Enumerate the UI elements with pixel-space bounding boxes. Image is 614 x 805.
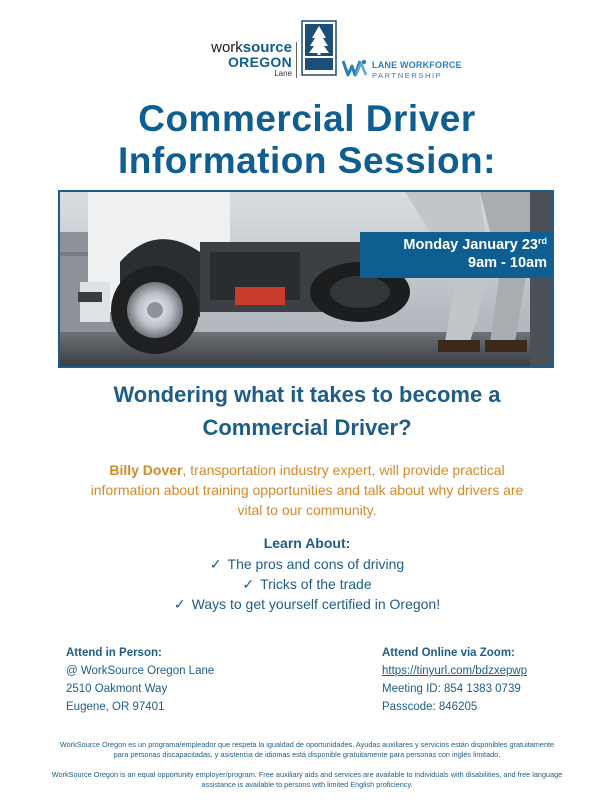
- footer-spanish-line-2: para personas discapacitadas, y asistencia de idiomas está disponible gratuitamente para personas con inglés limitado.: [113, 749, 501, 759]
- list-item: [0, 554, 614, 574]
- page-title: [0, 98, 614, 182]
- title-line-1: Commercial Driver: [138, 98, 476, 139]
- event-date-suffix: rd: [538, 236, 547, 246]
- check-icon: ✓: [209, 556, 222, 572]
- lwp-line2: PARTNERSHIP: [372, 71, 443, 80]
- subheading-line-1: Wondering what it takes to become a: [113, 382, 501, 407]
- attend-in-person-block: [66, 644, 296, 716]
- description-line-3: vital to our community.: [237, 502, 377, 518]
- learn-about-heading: Learn About:: [263, 535, 351, 551]
- speaker-name: Billy Dover: [109, 462, 183, 478]
- passcode: Passcode: 846205: [382, 701, 478, 713]
- event-description: [50, 460, 564, 520]
- logo-source-text: source: [242, 39, 292, 56]
- worksource-oregon-logo: [200, 40, 292, 78]
- meeting-id: Meeting ID: 854 1383 0739: [382, 683, 521, 695]
- footer-english-line-1: WorkSource Oregon is an equal opportunity employer/program. Free auxiliary aids and services are available to individuals with disabilities, and free language: [51, 770, 563, 779]
- learn-item-text: Tricks of the trade: [260, 576, 372, 592]
- truck-photo: [58, 190, 554, 368]
- list-item: [0, 574, 614, 594]
- logo-work-text: work: [211, 39, 243, 56]
- footer-english: [30, 770, 584, 789]
- lane-county-logo: [301, 20, 337, 76]
- attend-in-person-heading: Attend in Person:: [66, 647, 162, 659]
- attend-online-block: [382, 644, 582, 716]
- event-date-banner: [360, 232, 553, 278]
- footer-spanish: [30, 740, 584, 759]
- logo-divider: [296, 42, 297, 78]
- in-person-street: 2510 Oakmont Way: [66, 683, 168, 695]
- learn-about-list: [0, 554, 614, 614]
- event-time: 9am - 10am: [468, 255, 547, 271]
- lwp-line1: LANE WORKFORCE: [372, 60, 462, 70]
- attend-online-heading: Attend Online via Zoom:: [382, 647, 515, 659]
- footer-english-line-2: assistance is available to persons with limited English proficiency.: [201, 779, 413, 789]
- list-item: [0, 594, 614, 614]
- footer-spanish-line-1: WorkSource Oregon es un programa/empleador que respeta la igualdad de oportunidades. Ayudas auxiliares y servicios están disponibles gratuitamente: [59, 740, 555, 749]
- logo-oregon-text: OREGON: [227, 54, 292, 70]
- title-line-2: Information Session:: [118, 140, 496, 181]
- lane-workforce-partnership-logo: [342, 58, 462, 83]
- subheading: [0, 378, 614, 444]
- subheading-line-2: Commercial Driver?: [202, 415, 412, 440]
- check-icon: ✓: [173, 596, 186, 612]
- description-line-2: information about training opportunities and talk about why drivers are: [90, 482, 524, 498]
- event-date: Monday January 23: [403, 237, 538, 253]
- lwp-emblem-icon: [342, 58, 368, 78]
- in-person-location: @ WorkSource Oregon Lane: [66, 665, 215, 677]
- description-line-1: , transportation industry expert, will provide practical: [182, 462, 505, 478]
- zoom-link[interactable]: https://tinyurl.com/bdzxepwp: [382, 665, 528, 677]
- logo-lane-text: Lane: [274, 69, 292, 78]
- learn-item-text: Ways to get yourself certified in Oregon!: [191, 596, 441, 612]
- check-icon: ✓: [242, 576, 255, 592]
- learn-item-text: The pros and cons of driving: [227, 556, 405, 572]
- in-person-city: Eugene, OR 97401: [66, 701, 165, 713]
